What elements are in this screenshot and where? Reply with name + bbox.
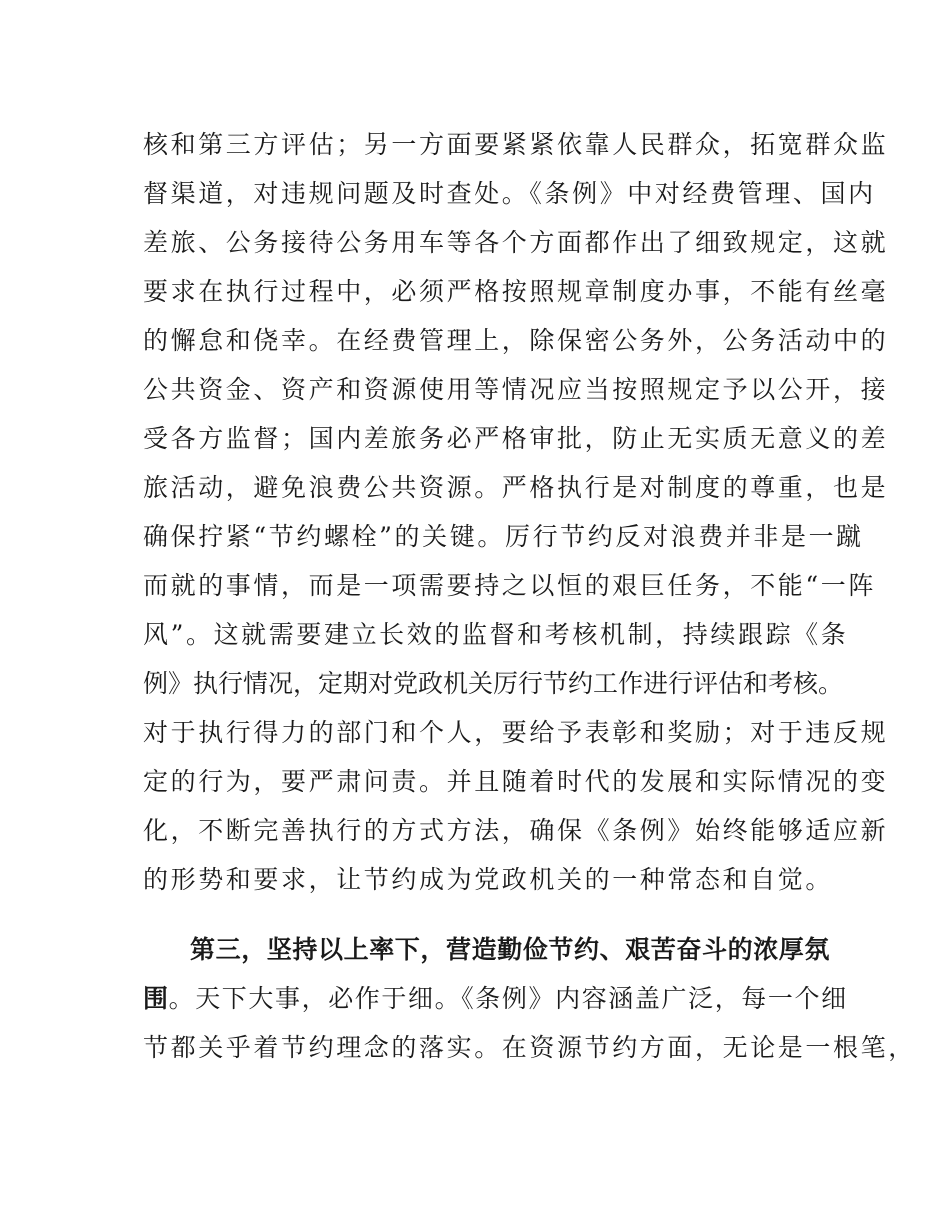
paragraph-spacer [143, 904, 823, 925]
paragraph-1-line-4: 要求在执行过程中，必须严格按照规章制度办事，不能有丝毫 [143, 277, 889, 306]
body-text [143, 120, 916, 1072]
paragraph-1-line-5: 的懈怠和侥幸。在经费管理上，除保密公务外，公务活动中的 [143, 326, 889, 355]
paragraph-2-line-1 [143, 925, 831, 974]
paragraph-1-line-6: 公共资金、资产和资源使用等情况应当按照规定予以公开，接 [143, 375, 889, 404]
paragraph-1-line-8: 旅活动，避免浪费公共资源。严格执行是对制度的尊重，也是 [143, 473, 889, 502]
paragraph-1-line-14: 定的行为，要严肃问责。并且随着时代的发展和实际情况的变 [143, 767, 889, 796]
paragraph-1-line-9: 确保拧紧“节约螺栓”的关键。厉行节约反对浪费并非是一蹴 [143, 522, 864, 551]
section-heading-end: 围 [143, 984, 169, 1013]
paragraph-1-line-10: 而就的事情，而是一项需要持之以恒的艰巨任务，不能“一阵 [143, 571, 876, 600]
paragraph-1-line-3: 差旅、公务接待公务用车等各个方面都作出了细致规定，这就 [143, 228, 889, 257]
paragraph-2-line-2 [143, 974, 848, 1023]
paragraph-1-line-11: 风”。这就需要建立长效的监督和考核机制，持续跟踪《条 [143, 620, 849, 649]
paragraph-2-line-3: 节都关乎着节约理念的落实。在资源节约方面，无论是一根笔， [143, 1033, 916, 1062]
paragraph-1-line-13: 对于执行得力的部门和个人，要给予表彰和奖励；对于违反规 [143, 718, 889, 747]
paragraph-1-line-1: 核和第三方评估；另一方面要紧紧依靠人民群众，拓宽群众监 [143, 130, 889, 159]
paragraph-1-line-7: 受各方监督；国内差旅务必严格审批，防止无实质无意义的差 [143, 424, 889, 453]
paragraph-1-line-16: 的形势和要求，让节约成为党政机关的一种常态和自觉。 [143, 865, 834, 894]
paragraph-1-line-2: 督渠道，对违规问题及时查处。《条例》中对经费管理、国内 [143, 179, 876, 208]
paragraph-1-line-15: 化，不断完善执行的方式方法，确保《条例》始终能够适应新 [143, 816, 889, 845]
paragraph-1-line-12: 例》执行情况，定期对党政机关厉行节约工作进行评估和考核。 [143, 669, 844, 698]
paragraph-2-line-2-text: 。天下大事，必作于细。《条例》内容涵盖广泛，每一个细 [168, 984, 848, 1013]
section-heading: 第三，坚持以上率下，营造勤俭节约、艰苦奋斗的浓厚氛 [190, 935, 831, 964]
